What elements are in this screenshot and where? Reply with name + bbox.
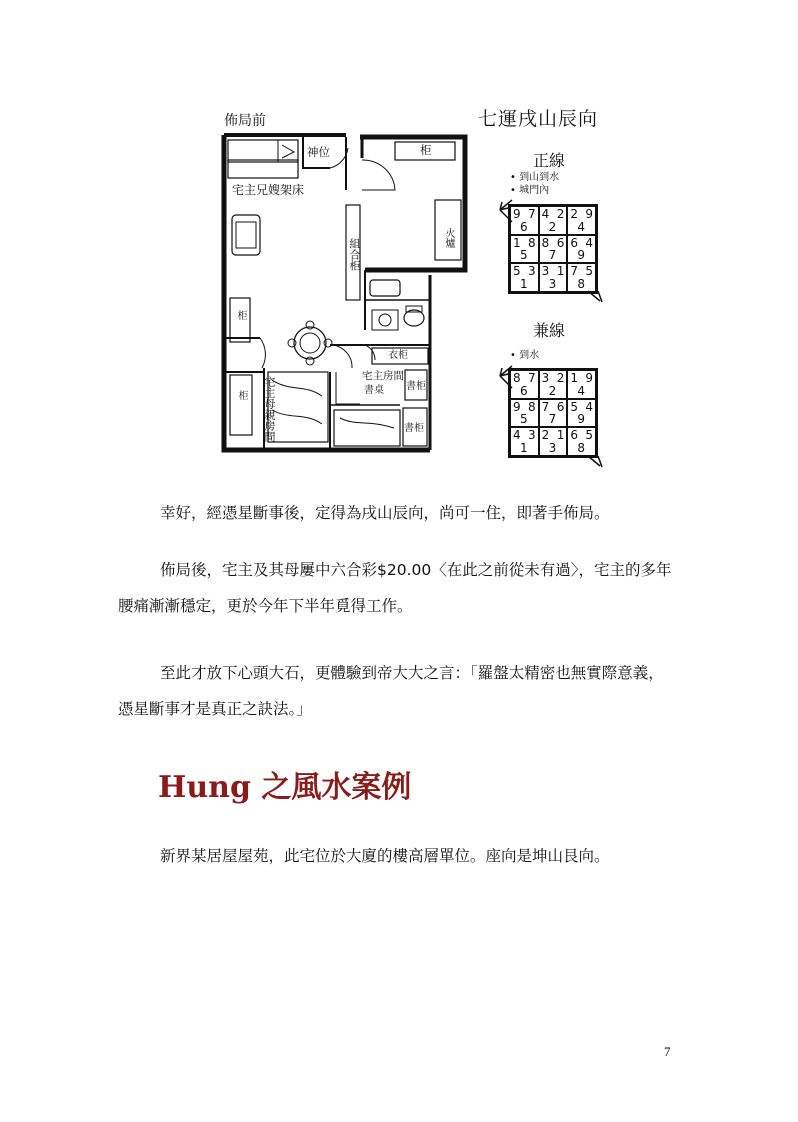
star-number: 6 [520, 219, 528, 234]
star-number: 8 [541, 235, 550, 250]
star-number: 7 [541, 399, 550, 414]
jianxian-note-1: • 到水 [510, 350, 540, 361]
jianxian-heading: 兼線 [533, 321, 566, 340]
star-number: 7 [548, 412, 557, 427]
page-number: 7 [664, 1044, 671, 1059]
star-number: 2 [556, 207, 565, 221]
grid-cell [567, 235, 596, 264]
room-label-wardrobe: 衣柜 [388, 350, 408, 361]
zhengxian-heading: 正線 [533, 151, 566, 170]
star-number: 1 [556, 428, 565, 443]
grid-cell [510, 206, 539, 235]
star-number: 3 [541, 371, 550, 385]
star-number: 5 [513, 264, 521, 279]
star-number: 5 [585, 264, 593, 279]
star-number: 3 [548, 440, 557, 455]
star-number: 6 [556, 235, 565, 250]
star-number: 2 [570, 207, 578, 221]
star-number: 4 [577, 219, 585, 234]
star-number: 2 [541, 428, 550, 443]
zhengxian-note-2-text: 城門內 [519, 185, 550, 196]
room-label-brother-bunk: 宅主兄嫂架床 [232, 183, 305, 197]
star-number: 5 [585, 428, 593, 443]
grid-cell [567, 427, 596, 456]
grid-cell [539, 370, 568, 399]
room-label-wall-cabinet: 組合柜 [348, 238, 361, 271]
star-number: 1 [570, 371, 578, 385]
floor-plan-drawing [0, 0, 798, 480]
star-number: 7 [528, 371, 536, 385]
zhengxian-flying-star-grid [508, 204, 598, 294]
star-number: 1 [520, 276, 528, 291]
star-number: 5 [570, 399, 578, 414]
jianxian-flying-star-grid [508, 368, 598, 458]
star-number: 6 [570, 428, 578, 443]
star-number: 3 [528, 264, 536, 279]
grid-cell [539, 427, 568, 456]
grid-cell [510, 427, 539, 456]
star-number: 6 [520, 383, 528, 398]
jianxian-note-1-text: 到水 [519, 350, 540, 361]
zhengxian-note-1-text: 到山到水 [519, 172, 560, 183]
grid-cell [567, 370, 596, 399]
room-label-bookcase-2: 書柜 [404, 423, 424, 434]
room-label-cabinet-left: 柜 [235, 310, 246, 320]
chart-title: 七運戌山辰向 [478, 108, 599, 130]
room-label-shrine: 神位 [307, 145, 330, 159]
star-number: 3 [548, 276, 557, 291]
star-number: 9 [577, 412, 585, 427]
section-heading: Hung 之風水案例 [158, 770, 412, 805]
star-number: 8 [513, 371, 521, 385]
grid-cell [567, 263, 596, 292]
star-number: 4 [541, 207, 550, 221]
star-number: 5 [520, 412, 528, 427]
room-label-cabinet-bottom-left: 柜 [236, 390, 247, 400]
star-number: 8 [577, 276, 585, 291]
star-number: 4 [585, 235, 593, 250]
paragraph-4: 新界某居屋屋苑，此宅位於大廈的樓高層單位。座向是坤山艮向。 [160, 847, 610, 865]
star-number: 1 [556, 264, 565, 279]
grid-cell [539, 399, 568, 428]
star-number: 2 [556, 371, 565, 385]
room-label-stove: 火爐 [443, 228, 454, 248]
grid-cell [567, 399, 596, 428]
star-number: 7 [548, 248, 557, 263]
grid-cell [567, 206, 596, 235]
room-label-cabinet-top: 柜 [420, 143, 432, 157]
grid-cell [510, 370, 539, 399]
star-number: 4 [513, 428, 521, 443]
zhengxian-note-2: • 城門內 [510, 185, 550, 196]
grid-cell [539, 235, 568, 264]
star-number: 1 [513, 235, 521, 250]
grid-cell [539, 206, 568, 235]
grid-cell [510, 263, 539, 292]
star-number: 2 [548, 383, 557, 398]
floor-plan-figure [0, 0, 798, 480]
star-number: 7 [528, 207, 536, 221]
star-number: 7 [570, 264, 578, 279]
star-number: 6 [570, 235, 578, 250]
room-label-mother-room: 宅主母親房間 [263, 376, 276, 442]
star-number: 6 [556, 399, 565, 414]
star-number: 9 [577, 248, 585, 263]
room-label-bookcase-1: 書柜 [406, 381, 426, 392]
star-number: 2 [548, 219, 557, 234]
star-number: 9 [513, 399, 521, 414]
star-number: 9 [585, 371, 593, 385]
grid-cell [510, 399, 539, 428]
star-number: 3 [541, 264, 550, 279]
paragraph-2: 佈局後，宅主及其母屢中六合彩$20.00〈在此之前從未有過〉，宅主的多年腰痛漸漸穩定，更於今年下半年覓得工作。 [118, 561, 672, 615]
star-number: 5 [520, 248, 528, 263]
star-number: 8 [528, 235, 536, 250]
room-label-owner-room: 宅主房間 [362, 370, 404, 382]
star-number: 4 [585, 399, 593, 414]
zhengxian-note-1: • 到山到水 [510, 172, 560, 183]
layout-title: 佈局前 [224, 113, 266, 129]
star-number: 4 [577, 383, 585, 398]
star-number: 1 [520, 440, 528, 455]
star-number: 8 [528, 399, 536, 414]
grid-cell [539, 263, 568, 292]
star-number: 9 [513, 207, 521, 221]
paragraph-1: 幸好，經憑星斷事後，定得為戌山辰向，尚可一住，即著手佈局。 [160, 504, 610, 522]
paragraph-3: 至此才放下心頭大石，更體驗到帝大大之言：「羅盤太精密也無實際意義，憑星斷事才是真正之訣法。」 [118, 664, 664, 718]
room-label-desk: 書桌 [364, 385, 384, 396]
star-number: 3 [528, 428, 536, 443]
star-number: 9 [585, 207, 593, 221]
grid-cell [510, 235, 539, 264]
star-number: 8 [577, 440, 585, 455]
